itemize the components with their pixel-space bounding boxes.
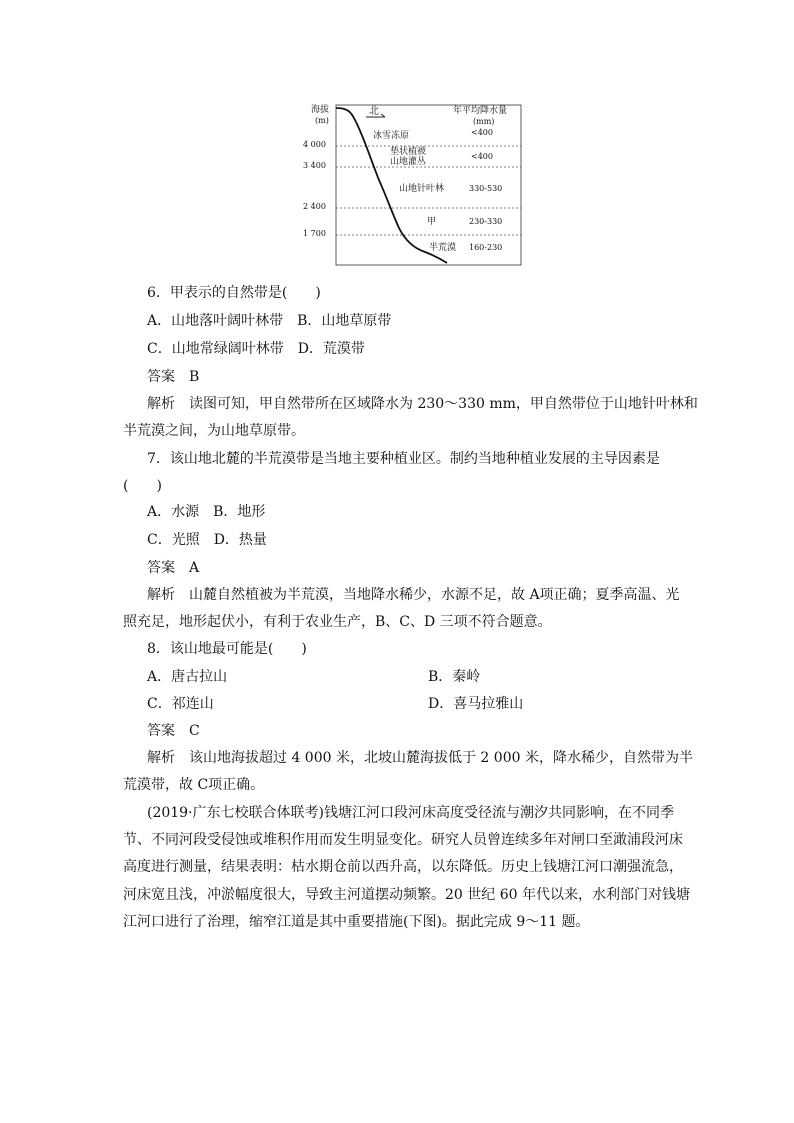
zone-semi-desert: 半荒漠 [429,243,457,253]
tick-label-4000: 4 000 [303,140,326,149]
north-label: 北 [369,106,379,117]
q8-stem: 8．该山地最可能是( ) [147,641,307,657]
q7-answer: 答案 A [147,560,200,576]
q8-option-b: B．秦岭 [428,669,481,685]
precip-semi-desert: 160-230 [469,243,503,252]
zone-jia: 甲 [427,217,437,227]
tick-label-2400: 2 400 [303,202,326,211]
q8-analysis-line1: 解析 该山地海拔超过 4 000 米，北坡山麓海拔低于 2 000 米，降水稀少，自然带为半 [147,750,693,766]
zone-conifer: 山地针叶林 [399,184,445,194]
tick-label-3400: 3 400 [303,161,326,170]
y-axis-unit: (m) [315,116,329,125]
altitude-zone-figure [303,100,525,270]
zone-cushion-line1: 垫状植被 [390,147,427,157]
precip-header: 年平均降水量 [453,106,508,116]
q6-analysis-line2: 半荒漠之间，为山地草原带。 [123,423,305,439]
passage-line5: 江河口进行了治理，缩窄江道是其中重要措施(下图)。据此完成 9～11 题。 [123,914,590,930]
y-axis-label: 海拔 [311,105,330,115]
q8-option-c: C．祁连山 [147,696,214,712]
q6-options-line2: C．山地常绿阔叶林带 D．荒漠带 [147,341,365,357]
precip-conifer: 330-530 [469,184,503,193]
q7-stem-line1: 7．该山地北麓的半荒漠带是当地主要种植业区。制约当地种植业发展的主导因素是 [147,451,660,467]
tick-label-1700: 1 700 [303,229,326,238]
q8-option-d: D．喜马拉雅山 [428,696,524,712]
q6-analysis-line1: 解析 读图可知，甲自然带所在区域降水为 230～330 mm，甲自然带位于山地针叶林和 [147,396,698,412]
precip-ice-tundra: <400 [471,128,493,137]
passage-line1: (2019·广东七校联合体联考)钱塘江河口段河床高度受径流与潮汐共同影响，在不同季 [147,805,675,821]
q6-stem: 6．甲表示的自然带是( ) [147,285,321,301]
q7-options-line2: C．光照 D．热量 [147,532,267,548]
zone-cushion-line2: 山地灌丛 [390,157,427,167]
passage-line4: 河床宽且浅，冲淤幅度很大，导致主河道摆动频繁。20 世纪 60 年代以来，水利部门对钱塘 [123,887,690,903]
precip-unit: (mm) [473,117,495,126]
q7-analysis-line1: 解析 山麓自然植被为半荒漠，当地降水稀少，水源不足，故 A项正确；夏季高温、光 [147,587,680,603]
q7-stem-line2: ( ) [123,478,162,494]
precip-cushion: <400 [471,152,493,161]
q7-options-line1: A．水源 B．地形 [147,504,266,520]
q6-options-line1: A．山地落叶阔叶林带 B．山地草原带 [147,313,392,329]
passage-line3: 高度进行测量，结果表明：枯水期仓前以西升高，以东降低。历史上钱塘江河口潮强流急， [123,859,683,875]
q8-analysis-line2: 荒漠带，故 C项正确。 [123,777,265,793]
q8-option-a: A．唐古拉山 [147,669,228,685]
zone-ice-tundra: 冰雪冻原 [373,131,410,141]
passage-line2: 节、不同河段受侵蚀或堆积作用而发生明显变化。研究人员曾连续多年对闸口至澉浦段河床 [123,832,683,848]
q8-answer: 答案 C [147,723,200,739]
precip-jia: 230-330 [469,217,503,226]
q7-analysis-line2: 照充足，地形起伏小，有利于农业生产，B、C、D 三项不符合题意。 [123,614,552,630]
q6-answer: 答案 B [147,369,200,385]
